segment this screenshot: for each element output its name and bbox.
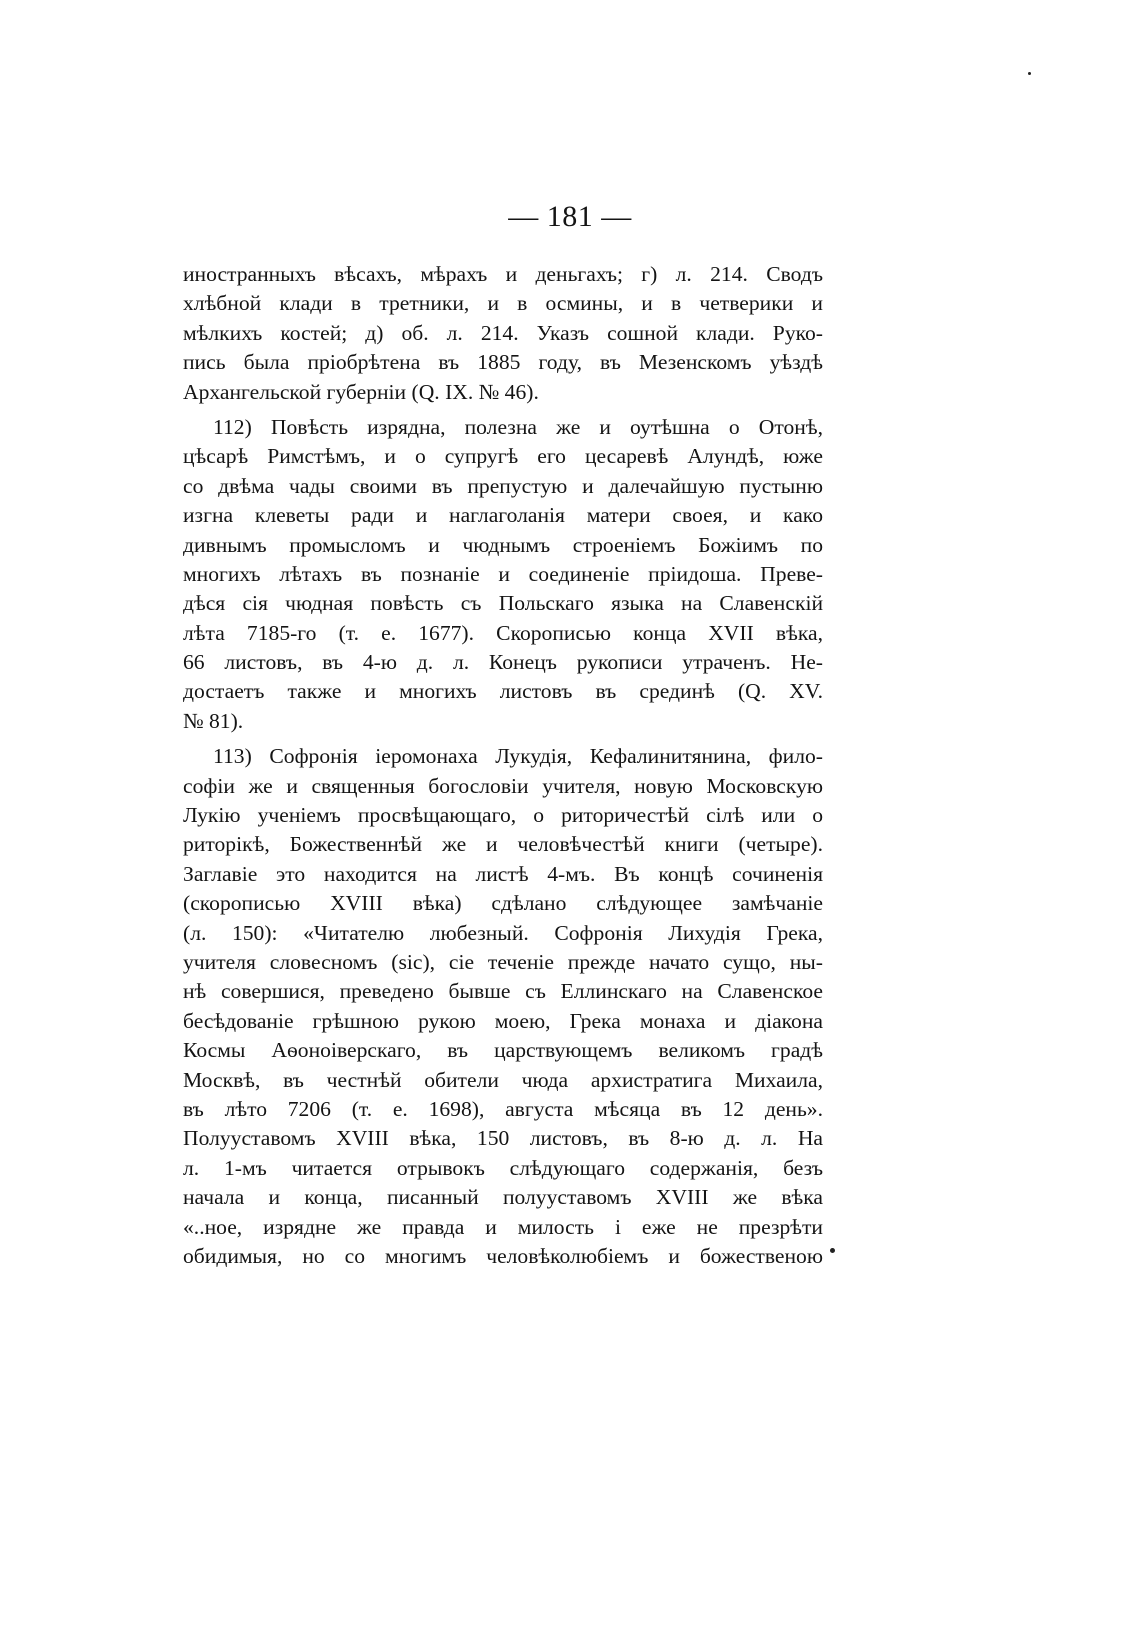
text-line: Москвѣ, въ честнѣй обители чюда архистратига Михаила, — [183, 1067, 823, 1092]
body-text — [183, 260, 823, 1271]
text-line: риторікѣ, Божественнѣй же и человѣчестѣй книги (четыре). — [183, 832, 823, 857]
text-line: № 81). — [183, 708, 244, 733]
paragraph-entry-113 — [183, 742, 823, 1271]
text-line: учителя словесномъ (sic), сіе теченіе прежде начато сущо, ны- — [183, 949, 823, 974]
text-line: обидимыя, но со многимъ человѣколюбіемъ и божественою — [183, 1243, 823, 1268]
text-line: многихъ лѣтахъ въ познаніе и соединеніе пріидоша. Преве- — [183, 561, 823, 586]
text-line: Лукію ученіемъ просвѣщающаго, о риторичестѣй сілѣ или о — [183, 803, 823, 828]
text-line: цѣсарѣ Римстѣмъ, и о супругѣ его цесаревѣ Алундѣ, юже — [183, 444, 823, 469]
text-line: бесѣдованіе грѣшною рукою моею, Грека монаха и діакона — [183, 1008, 823, 1033]
text-line: л. 1-мъ читается отрывокъ слѣдующаго содержанія, безъ — [183, 1155, 823, 1180]
text-line: дивнымъ промысломъ и чюднымъ строеніемъ Божіимъ по — [183, 532, 823, 557]
text-line: Архангельской губерніи (Q. IX. № 46). — [183, 379, 539, 404]
text-line: Полууставомъ XVIII вѣка, 150 листовъ, въ 8-ю д. л. На — [183, 1126, 823, 1151]
page-number: — 181 — — [508, 200, 632, 233]
text-line: пись была пріобрѣтена въ 1885 году, въ Мезенскомъ уѣздѣ — [183, 350, 823, 375]
text-line: мѣлкихъ костей; д) об. л. 214. Указъ сошной клади. Руко- — [183, 320, 823, 345]
paragraph-entry-112 — [183, 413, 823, 736]
text-line: изгна клеветы ради и наглаголанія матери своея, и како — [183, 503, 823, 528]
text-line: нѣ совершися, преведено бывше съ Еллинскаго на Славенское — [183, 979, 823, 1004]
text-line: лѣта 7185-го (т. е. 1677). Скорописью конца XVII вѣка, — [183, 620, 823, 645]
text-line: 112) Повѣсть изрядна, полезна же и оутѣшна о Отонѣ, — [213, 414, 823, 439]
margin-speck — [830, 1248, 835, 1253]
text-line: Заглавіе это находится на листѣ 4-мъ. Въ концѣ сочиненія — [183, 861, 823, 886]
text-line: въ лѣто 7206 (т. е. 1698), августа мѣсяца въ 12 день». — [183, 1096, 823, 1121]
paragraph-continuation — [183, 260, 823, 407]
text-line: 113) Софронія іеромонаха Лукудія, Кефалинитянина, фило- — [213, 744, 823, 769]
text-line: иностранныхъ вѣсахъ, мѣрахъ и деньгахъ; г) л. 214. Сводъ — [183, 262, 823, 286]
text-line: 66 листовъ, въ 4-ю д. л. Конецъ рукописи утраченъ. Не- — [183, 650, 823, 675]
text-line: «..ное, изрядне же правда и милость і еже не презрѣти — [183, 1214, 823, 1239]
text-line: Космы Аѳоноіверскаго, въ царствующемъ великомъ градѣ — [183, 1038, 823, 1063]
margin-speck — [1028, 72, 1031, 75]
text-line: (л. 150): «Читателю любезный. Софронія Лихудія Грека, — [183, 920, 823, 945]
text-line: (скорописью XVIII вѣка) сдѣлано слѣдующее замѣчаніе — [183, 891, 823, 916]
text-line: достаетъ также и многихъ листовъ въ срединѣ (Q. XV. — [183, 679, 823, 704]
text-line: софіи же и священныя богословіи учителя, новую Московскую — [183, 773, 823, 798]
text-line: дѣся сія чюдная повѣсть съ Польскаго языка на Славенскій — [183, 591, 823, 616]
text-line: начала и конца, писанный полууставомъ XVIII же вѣка — [183, 1185, 823, 1210]
text-line: хлѣбной клади в третники, и в осмины, и в четверики и — [183, 291, 823, 316]
text-line: со двѣма чады своими въ препустую и далечайшую пустыню — [183, 473, 823, 498]
